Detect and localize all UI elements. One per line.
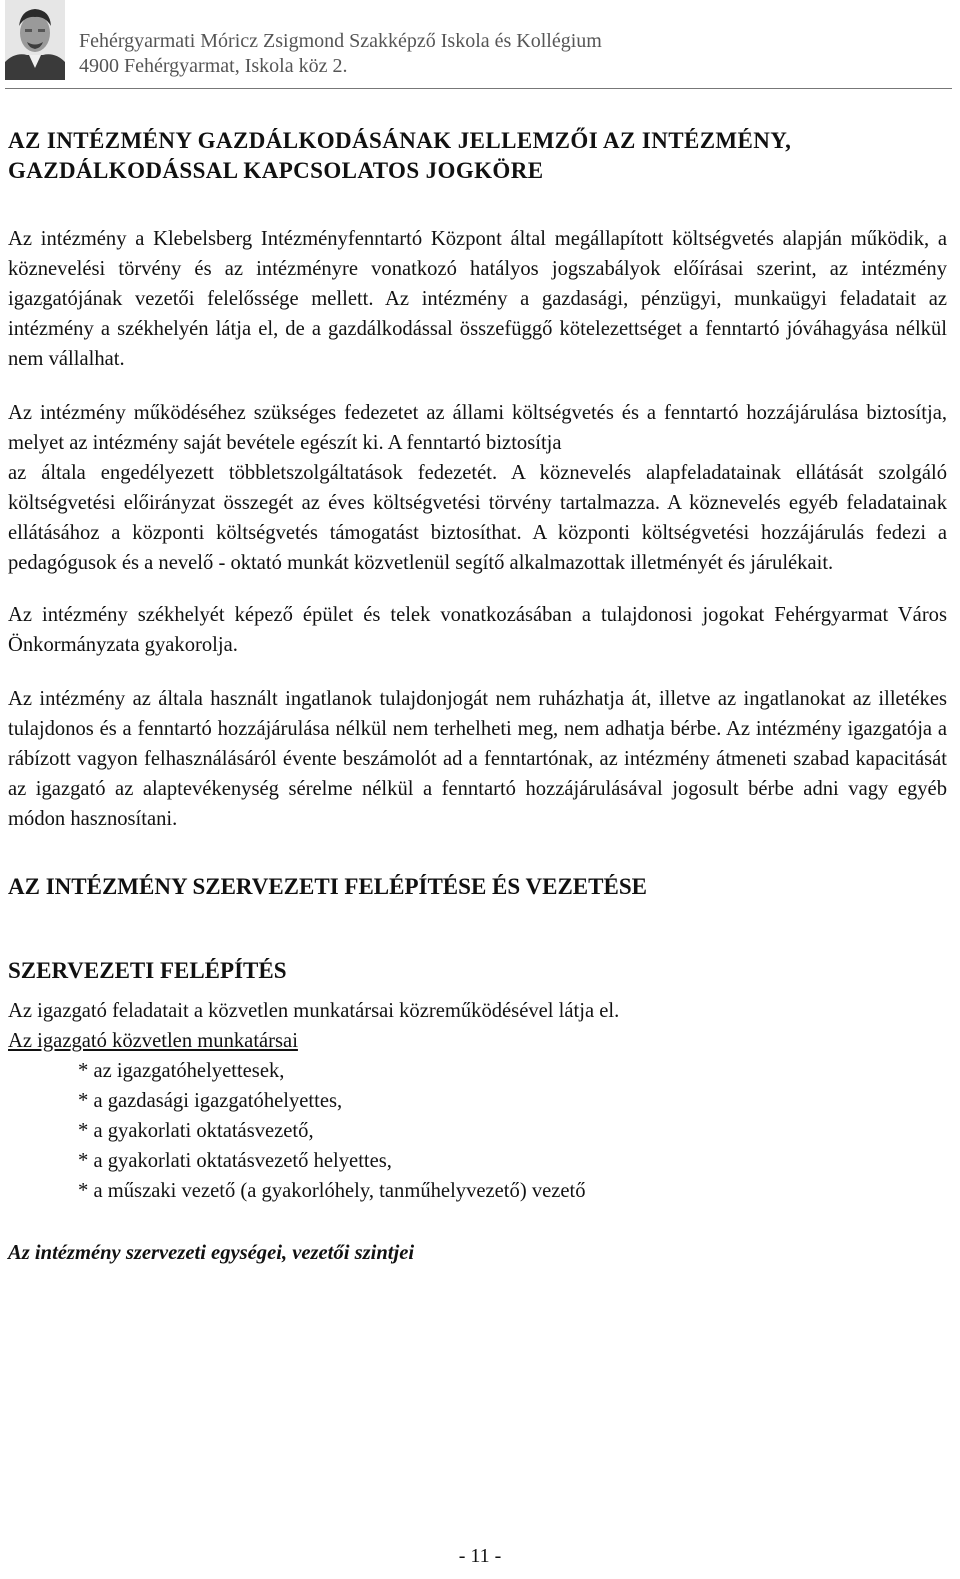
direct-staff-label: Az igazgató közvetlen munkatársai — [8, 1030, 298, 1052]
school-address: 4900 Fehérgyarmat, Iskola köz 2. — [79, 55, 348, 77]
units-heading: Az intézmény szervezeti egységei, vezetői szintjei — [8, 1242, 415, 1264]
list-item: * a gazdasági igazgatóhelyettes, — [78, 1090, 343, 1112]
header-text — [79, 29, 602, 79]
subsection-heading: SZERVEZETI FELÉPÍTÉS — [8, 958, 287, 983]
document-body — [8, 126, 947, 1268]
paragraph-property: Az intézmény az általa használt ingatlanok tulajdonjogát nem ruházhatja át, illetve az ingatlanokat az illetékes tulajdonos és a fenntartó hozzájárulása nélkül nem terhelheti meg, nem adhatja bérbe. Az intézmény igazgatója a rábízott vagyon felhasználásáról évente beszámolót ad a fenntartónak, az intézmény átmeneti szabad kapacitását az igazgató az alaptevékenység sérelme nélkül a fenntartó hozzájárulásával jogosult bérbe adni vagy egyéb módon hasznosítani. — [8, 688, 947, 830]
page-number: - 11 - — [458, 1545, 502, 1567]
paragraph-budget: Az intézmény a Klebelsberg Intézményfenntartó Központ által megállapított költségvetés alapján működik, a köznevelési törvény és az intézményre vonatkozó hatályos jogszabályok előírásai szerint, az intézmény igazgatójának vezetői felelőssége mellett. Az intézmény a gazdasági, pénzügyi, munkaügyi feladatait az intézmény a székhelyén látja el, de a gazdálkodással összefüggő kötelezettséget a fenntartó jóváhagyása nélkül nem vállalhat. — [8, 228, 947, 370]
direct-staff-list — [8, 1056, 947, 1206]
page-title: AZ INTÉZMÉNY GAZDÁLKODÁSÁNAK JELLEMZŐI AZ INTÉZMÉNY, GAZDÁLKODÁSSAL KAPCSOLATOS JOGKÖRE — [8, 128, 792, 183]
list-item: * a műszaki vezető (a gyakorlóhely, tanműhelyvezető) vezető — [78, 1180, 586, 1202]
paragraph-ownership: Az intézmény székhelyét képező épület és telek vonatkozásában a tulajdonosi jogokat Fehérgyarmat Város Önkormányzata gyakorolja. — [8, 604, 947, 656]
paragraph-funding-part1: Az intézmény működéséhez szükséges fedezetet az állami költségvetés és a fenntartó hozzájárulása biztosítja, melyet az intézmény saját bevétele egészít ki. A fenntartó biztosítja — [8, 402, 947, 454]
header-divider — [5, 88, 952, 89]
list-item: * a gyakorlati oktatásvezető helyettes, — [78, 1150, 392, 1172]
list-item: * a gyakorlati oktatásvezető, — [78, 1120, 314, 1142]
list-item: * az igazgatóhelyettesek, — [78, 1060, 285, 1082]
paragraph-funding — [8, 398, 947, 458]
org-intro: Az igazgató feladatait a közvetlen munkatársai közreműködésével látja el. — [8, 1000, 620, 1022]
section-heading: AZ INTÉZMÉNY SZERVEZETI FELÉPÍTÉSE ÉS VEZETÉSE — [8, 874, 647, 899]
school-name: Fehérgyarmati Móricz Zsigmond Szakképző Iskola és Kollégium — [79, 30, 602, 52]
page-header — [0, 0, 960, 92]
portrait-photo — [5, 0, 65, 80]
paragraph-funding-continued: az általa engedélyezett többletszolgáltatások fedezetét. A köznevelés alapfeladatainak ellátását szolgáló költségvetési előirányzat összegét az éves költségvetési törvény tartalmazza. A köznevelés egyéb feladatainak ellátásához a központi költségvetés támogatást biztosíthat. A központi költségvetési hozzájárulás fedezi a pedagógusok és a nevelő ‐ oktató munkát közvetlenül segítő alkalmazottak illetményét és járulékait. — [8, 462, 947, 574]
